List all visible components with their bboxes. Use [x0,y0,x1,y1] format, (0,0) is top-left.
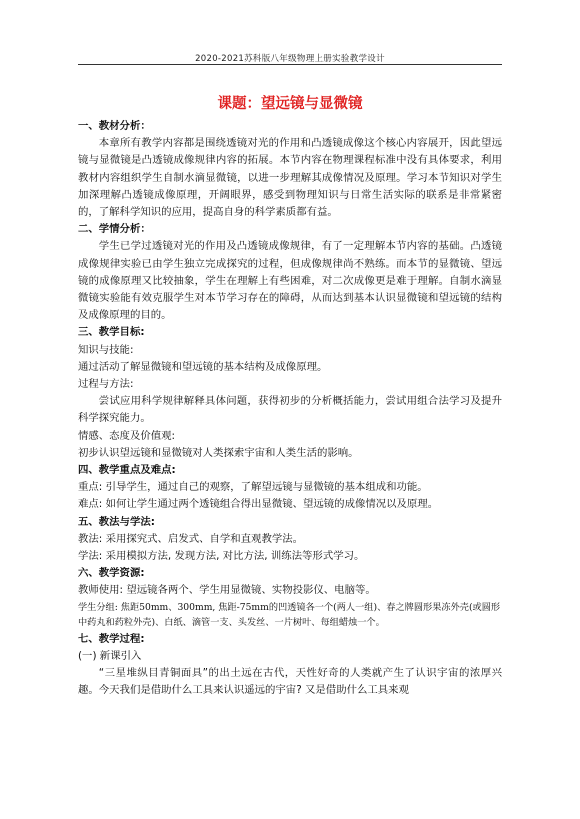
resource-teacher: 教师使用: 望远镜各两个、学生用显微镜、实物投影仪、电脑等。 [78,584,376,597]
header-rule [78,64,502,65]
page-header: 2020-2021苏科版八年级物理上册实验教学设计 [195,54,385,64]
page-title: 课题：望远镜与显微镜 [217,96,363,112]
section-paragraph-learner: 学生已学过透镜对光的作用及凸透镜成像规律，有了一定理解本节内容的基础。凸透镜成像规律实验已由学生独立完成探究的过程，但成像规律尚不熟练。而本节的显微镜、望远镜的成像原理又比较抽象，学生在理解上有些困难，对二次成像更是难于理解。自制水滴显微镜实验能有效克服学生对本节学习存在的障碍，从而达到基本认识显微镜和望远镜的结构及成像原理的目的。 [78,240,502,322]
resource-student: 学生分组: 焦距50mm、300mm, 焦距-75mm的凹透镜各一个(两人一组)、春之牌圆形果冻外壳(或圆形中药丸和药粒外壳)、白纸、滴管一支、头发丝、一片树叶、每组蜡烛一个。 [78,601,501,629]
section-heading-keypoints: 四、教学重点及难点: [78,464,176,477]
method-learning: 学法: 采用模拟方法, 发现方法, 对比方法, 训练法等形式学习。 [78,550,365,563]
process-subheading: (一) 新课引入 [78,650,142,663]
method-teaching: 教法: 采用探究式、启发式、自学和直观教学法。 [78,532,304,545]
keypoint-difficulty: 难点: 如何让学生通过两个透镜组合得出显微镜、望远镜的成像情况以及原理。 [78,498,439,511]
objective-emotion-text: 初步认识望远镜和显微镜对人类探索宇宙和人类生活的影响。 [78,446,359,459]
process-paragraph: “三星堆纵目青铜面具”的出土远在古代，天性好奇的人类就产生了认识宇宙的浓厚兴趣。今天我们是借助什么工具来认识遥远的宇宙? 又是借助什么工具来观 [78,667,502,697]
section-heading-methods: 五、教法与学法: [78,515,155,528]
section-heading-objectives: 三、教学目标: [78,326,145,339]
objective-knowledge-text: 通过活动了解显微镜和望远镜的基本结构及成像原理。 [78,360,328,373]
section-heading-process: 七、教学过程: [78,632,145,645]
document-body [78,118,502,700]
section-heading-analysis: 一、教材分析： [78,120,151,132]
section-paragraph-analysis: 本章所有教学内容都是围绕透镜对光的作用和凸透镜成像这个核心内容展开，因此望远镜与显微镜是凸透镜成像规律内容的拓展。本节内容在物理课程标准中没有具体要求，利用教材内容组织学生自制水滴显微镜，以进一步理解其成像情况及原理。学习本节知识对学生加深理解凸透镜成像原理，开阔眼界，感受到物理知识与日常生活实际的联系是非常紧密的，了解科学知识的应用，提高自身的科学素质都有益。 [78,137,502,219]
section-heading-learner: 二、学情分析： [78,223,151,236]
objective-emotion-label: 情感、态度及价值观: [78,429,176,442]
objective-knowledge-label: 知识与技能: [78,343,134,356]
objective-process-label: 过程与方法: [78,378,134,391]
keypoint-focus: 重点: 引导学生，通过自己的观察，了解望远镜与显微镜的基本组成和功能。 [78,481,428,494]
objective-process-text: 尝试应用科学规律解释具体问题，获得初步的分析概括能力，尝试用组合法学习及提升科学探究能力。 [78,395,502,425]
section-heading-resources: 六、教学资源: [78,567,145,580]
